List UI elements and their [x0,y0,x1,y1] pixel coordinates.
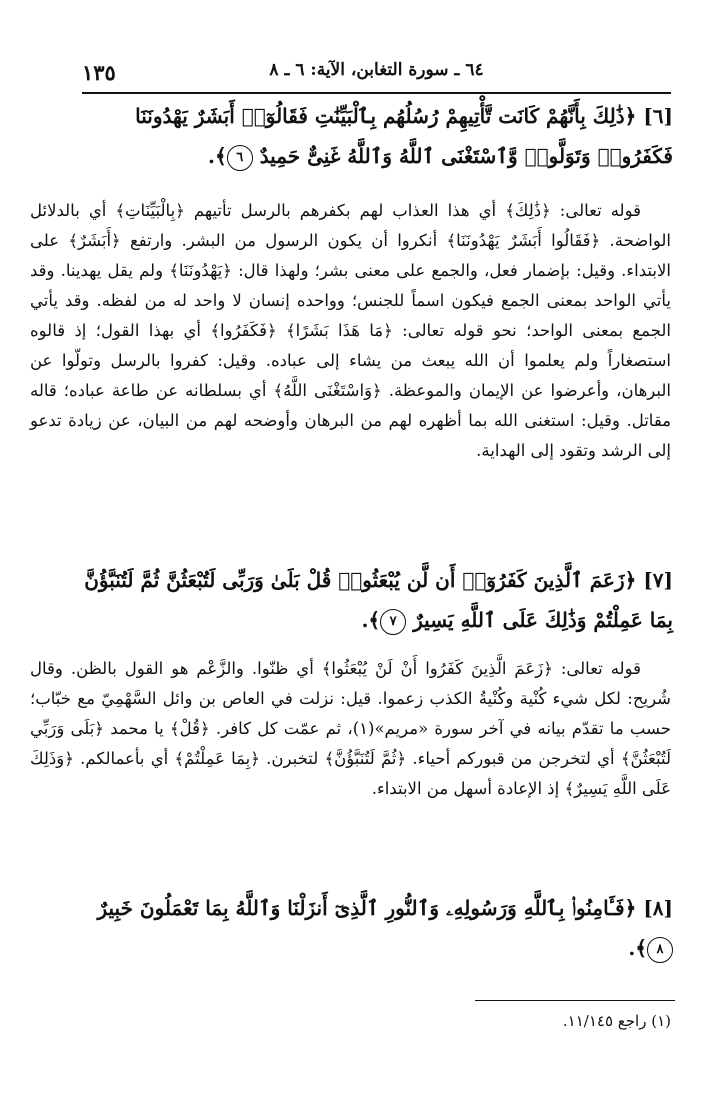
verse-text: ﴿زَعَمَ ٱلَّذِينَ كَفَرُوٓا۟ أَن لَّن يُبْعَثُوا۟ قُلْ بَلَىٰ وَرَبِّى لَتُبْعَثُنَّ ثُمَّ لَتُنَبَّؤُنَّ بِمَا عَمِلْتُمْ وَذَٰلِكَ عَلَى ٱللَّهِ يَسِيرٌ [84,568,673,632]
commentary-paragraph-1: قوله تعالى: ﴿ذَٰلِكَ﴾ أي هذا العذاب لهم بكفرهم بالرسل تأتيهم ﴿بِالْبَيِّنَاتِ﴾ أي بالدلائل الواضحة. ﴿فَقَالُوا أَبَشَرٌ يَهْدُونَنَا﴾ أنكروا أن يكون الرسول من البشر. وارتفع ﴿أَبَشَرٌ﴾ على الابتداء. وقيل: بإضمار فعل، والجمع على معنى بشر؛ ولهذا قال: ﴿يَهْدُونَنَا﴾ ولم يقل يهدينا. وقد يأتي الواحد بمعنى الجمع فيكون اسماً للجنس؛ وواحده إنسان لا واحد له من لفظه. وقد يأتي الجمع بمعنى الواحد؛ نحو قوله تعالى: ﴿مَا هَذَا بَشَرًا﴾ ﴿فَكَفَرُوا﴾ أي بهذا القول؛ إذ قالوه استصغاراً ولم يعلموا أن الله يبعث من يشاء إلى عباده. وقيل: كفروا بالرسل وتولّوا عن البرهان، وأعرضوا عن الإيمان والموعظة. ﴿وَاسْتَغْنَى اللَّهُ﴾ أي بسلطانه عن طاعة عباده؛ قاله مقاتل. وقيل: استغنى الله بما أظهره لهم من البرهان وأوضحه لهم من البيان، عن زيادة تدعو إلى الرشد وتقود إلى الهداية. [30,201,671,460]
commentary-paragraph-2: قوله تعالى: ﴿زَعَمَ الَّذِينَ كَفَرُوا أَنْ لَنْ يُبْعَثُوا﴾ أي ظنّوا. والزَّعْم هو القول بالظن. وقال شُريح: لكل شيء كُنْية وكُنْيةُ الكذب زعموا. قيل: نزلت في العاص بن وائل السَّهْمِيّ مع خبّاب؛ حسب ما تقدّم بيانه في آخر سورة «مريم»(١)، ثم عمّت كل كافر. ﴿قُلْ﴾ يا محمد ﴿بَلَى وَرَبِّي لَتُبْعَثُنَّ﴾ أي لتخرجن من قبوركم أحياء. ﴿ثُمَّ لَتُنَبَّؤُنَّ﴾ لتخبرن. ﴿بِمَا عَمِلْتُمْ﴾ أي بأعمالكم. ﴿وَذَلِكَ عَلَى اللَّهِ يَسِيرٌ﴾ إذ الإعادة أسهل من الابتداء. [30,659,672,798]
running-title: ٦٤ ـ سورة التغابن، الآية: ٦ ـ ٨ [269,60,484,80]
verse-number: [٧] [643,568,673,592]
verse-end-marker: ٧ [380,609,406,635]
verse-6 [70,96,673,176]
verse-close: ﴾. [628,936,647,960]
footnote: (١) راجع ١١/١٤٥. [562,1012,671,1030]
verse-number: [٦] [643,104,673,128]
verse-number: [٨] [643,896,673,920]
verse-8 [70,888,673,968]
verse-close: ﴾. [208,144,227,168]
verse-text: ﴿ذَٰلِكَ بِأَنَّهُمْ كَانَت تَّأْتِيهِمْ رُسُلُهُم بِٱلْبَيِّنَٰتِ فَقَالُوٓا۟ أَبَشَرٌ يَهْدُونَنَا فَكَفَرُوا۟ وَتَوَلَّوا۟ وَّٱسْتَغْنَى ٱللَّهُ وَٱللَّهُ غَنِىٌّ حَمِيدٌ [135,104,673,168]
verse-7 [70,560,673,640]
verse-close: ﴾. [361,608,381,632]
verse-text: ﴿فَـَٔامِنُوا۟ بِٱللَّهِ وَرَسُولِهِۦ وَٱلنُّورِ ٱلَّذِىٓ أَنزَلْنَا وَٱللَّهُ بِمَا تَعْمَلُونَ خَبِيرٌ [97,896,637,920]
footnote-divider [475,1000,675,1001]
verse-end-marker: ٦ [227,145,253,171]
page-header [82,58,671,94]
page-number: ١٣٥ [82,60,116,85]
verse-end-marker: ٨ [647,937,673,963]
